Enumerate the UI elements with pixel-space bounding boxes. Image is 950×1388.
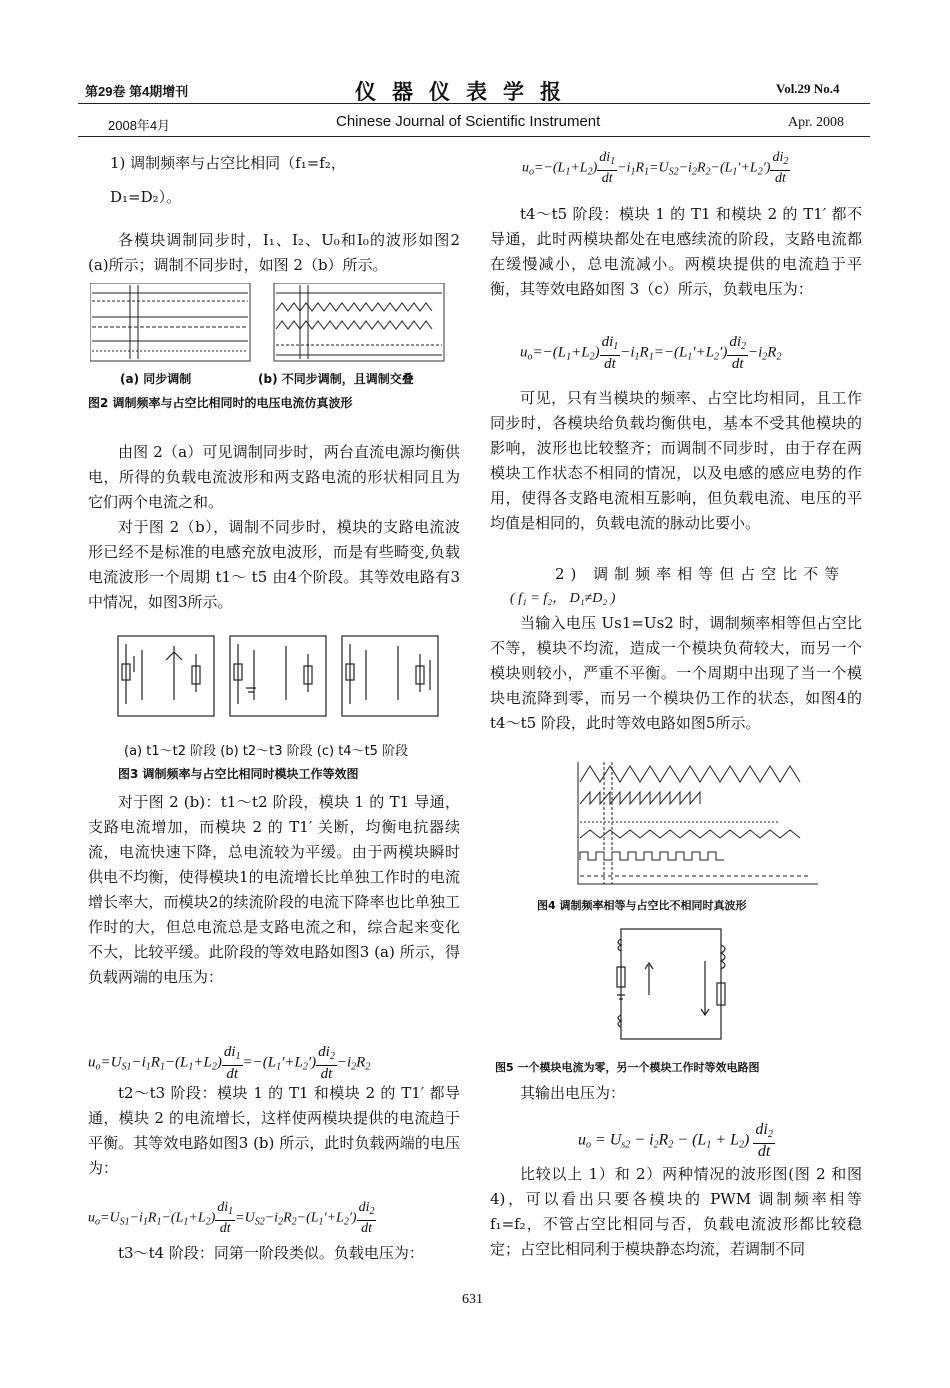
journal-title-cn: 仪器仪表学报 (355, 80, 577, 104)
left-paragraph-block (88, 440, 460, 615)
header-volume: Vol.29 No.4 (776, 81, 840, 96)
paragraph-fig2b: 对于图 2（b），调制不同步时，模块的支路电流波形已经不是标准的电感充放电波形，而是有些畸变,负载电流波形一个周期 t1～ t5 由4个阶段。其等效电路有3中情况，如图3所示。 (88, 518, 460, 611)
header-rule-bottom (78, 136, 870, 137)
paragraph-stage-t4-t5: t4～t5 阶段：模块 1 的 T1 和模块 2 的 T1′ 都不导通，此时两模块都处在电感续流的阶段，支路电流都在缓慢减小，总电流减小。两模块提供的电流趋于平衡，其等效电路如图 3（c）所示，负载电压为： (490, 205, 862, 298)
section2-condition: ( f₁ = f₂， D₁≠D₂ ) (510, 591, 616, 606)
section1-title: 1) 调制频率与占空比相同（f₁=f₂， (110, 154, 346, 172)
figure-5-circuit (615, 925, 755, 1045)
paragraph-unequal-duty: 当输入电压 Us1=Us2 时，调制频率相等但占空比不等，模块不均流，造成一个模块负荷较大，而另一个模块则较小，严重不平衡。一个周期中出现了当一个模块电流降到零，而另一个模块仍工作的状态，如图4的 t4～t5 阶段，此时等效电路如图5所示。 (490, 614, 862, 732)
paragraph-fig2a: 由图 2（a）可见调制同步时，两台直流电源均衡供电，所得的负载电流波形和两支路电流的形状相同且为它们两个电流之和。 (88, 443, 460, 511)
right-paragraph-compare (490, 1162, 862, 1262)
figure-3-circuits (112, 630, 452, 722)
right-paragraph-conclusion (490, 386, 862, 536)
figure-4-caption: 图4 调制频率相等与占空比不相同时真波形 (537, 899, 747, 912)
figure-5-caption: 图5 一个模块电流为零，另一个模块工作时等效电路图 (495, 1061, 760, 1074)
header-date-en: Apr. 2008 (788, 115, 844, 130)
right-paragraph-stage4 (490, 202, 862, 302)
paragraph-comparison: 比较以上 1）和 2）两种情况的波形图(图 2 和图 4)，可以看出只要各模块的 PWM 调制频率相等 f₁=f₂，不管占空比相同与否，负载电流波形都比较稳定；占空比相同利于模块静态均流，若调制不同 (490, 1165, 862, 1258)
paragraph-conclusion-1: 可见，只有当模块的频率、占空比均相同，且工作同步时，各模块给负载均衡供电，基本不受其他模块的影响，波形也比较整齐；而调制不同步时，由于存在两模块工作状态不相同的情况，以及电感的感应电势的作用，使得各支路电流相互影响，但负载电流、电压的平均值是相同的，负载电流的脉动比要小。 (490, 389, 862, 532)
right-paragraph-sec2 (490, 611, 862, 736)
figure-4 (560, 760, 820, 888)
header-issue: 第29卷 第4期增刊 (85, 84, 189, 99)
figure-2a-label: (a) 同步调制 (120, 372, 192, 386)
page-number: 631 (462, 1292, 483, 1307)
left-paragraph-stage2 (88, 1081, 460, 1181)
figure-5 (615, 925, 755, 1045)
fig2-intro: 各模块调制同步时，I₁、I₂、U₀和I₀的波形如图2 (a)所示；调制不同步时，如图 2（b）所示。 (88, 231, 460, 274)
figure-4-waveforms (560, 760, 820, 888)
section2-title: 2) 调制频率相等但占空比不等 (555, 565, 846, 583)
equation-2: $u_o=U_{S1}-i_1R_1-(L_1+L_2)$ $\frac{di_1}{dt}$ $=U_{S2}-i_2R_2-(L_1'+L_2')$ $\frac{di_2}{dt}$ (88, 1200, 375, 1236)
left-paragraph-1 (88, 228, 460, 278)
right-paragraph-output (490, 1081, 862, 1106)
figure-3-caption: 图3 调制频率与占空比相同时模块工作等效图 (118, 767, 359, 781)
paragraph-output-voltage: 其输出电压为： (520, 1084, 626, 1102)
equation-3: $u_o=-(L_1+L_2)$ $\frac{di_1}{dt}$ $-i_1R_1=U_{S2}-i_2R_2-(L_1'+L_2')$ $\frac{di_2}{dt}$ (522, 150, 789, 186)
figure-2-caption: 图2 调制频率与占空比相同时的电压电流仿真波形 (88, 396, 353, 410)
header-date-cn: 2008年4月 (108, 118, 171, 133)
equation-1: $u_o=U_{S1}-i_1R_1-(L_1+L_2)$ $\frac{di_1}{dt}$ $=-(L_1'+L_2')$ $\frac{di_2}{dt}$ $-i_2R_2$ (88, 1044, 371, 1082)
paragraph-stage-t1-t2: 对于图 2 (b)：t1～t2 阶段，模块 1 的 T1 导通，支路电流增加，而模块 2 的 T1′ 关断，均衡电抗器续流，电流快速下降，总电流较为平缓。由于两模块瞬时供电不均衡，使得模块1的电流增长比单独工作时的电流增长率大，而模块2的续流阶段的电流下降率也比单独工作时的大，但总电流总是支路电流之和，综合起来变化不大，比较平缓。此阶段的等效电路如图3 (a) 所示，得负载两端的电压为： (88, 793, 460, 986)
left-paragraph-stage3 (88, 1241, 460, 1266)
section1-title-cont: D₁=D₂）。 (110, 188, 182, 206)
figure-2-waveforms (90, 283, 450, 363)
paragraph-stage-t3-t4: t3～t4 阶段：同第一阶段类似。负载电压为： (118, 1244, 424, 1262)
header-rule-top (78, 103, 870, 104)
equation-4: $u_o=-(L_1+L_2)$ $\frac{di_1}{dt}$ $-i_1R_1=-(L_1'+L_2')$ $\frac{di_2}{dt}$ $-i_2R_2$ (520, 334, 782, 372)
equation-5: $u_o = U_{s2} - i_2R_2 - (L_1 + L_2)$ $\frac{di_2}{dt}$ (578, 1121, 773, 1160)
journal-title-en: Chinese Journal of Scientific Instrument (336, 113, 601, 130)
figure-3 (112, 630, 452, 722)
paragraph-stage-t2-t3: t2～t3 阶段：模块 1 的 T1 和模块 2 的 T1′ 都导通，模块 2 的电流增长，这样使两模块提供的电流趋于平衡。其等效电路如图3 (b) 所示，此时负载两端的电压为： (88, 1084, 460, 1177)
figure-2 (90, 283, 450, 363)
figure-3-sublabels: (a) t1～t2 阶段 (b) t2～t3 阶段 (c) t4～t5 阶段 (124, 744, 409, 759)
left-paragraph-stage1 (88, 790, 460, 990)
figure-2b-label: (b) 不同步调制，且调制交叠 (258, 372, 414, 386)
